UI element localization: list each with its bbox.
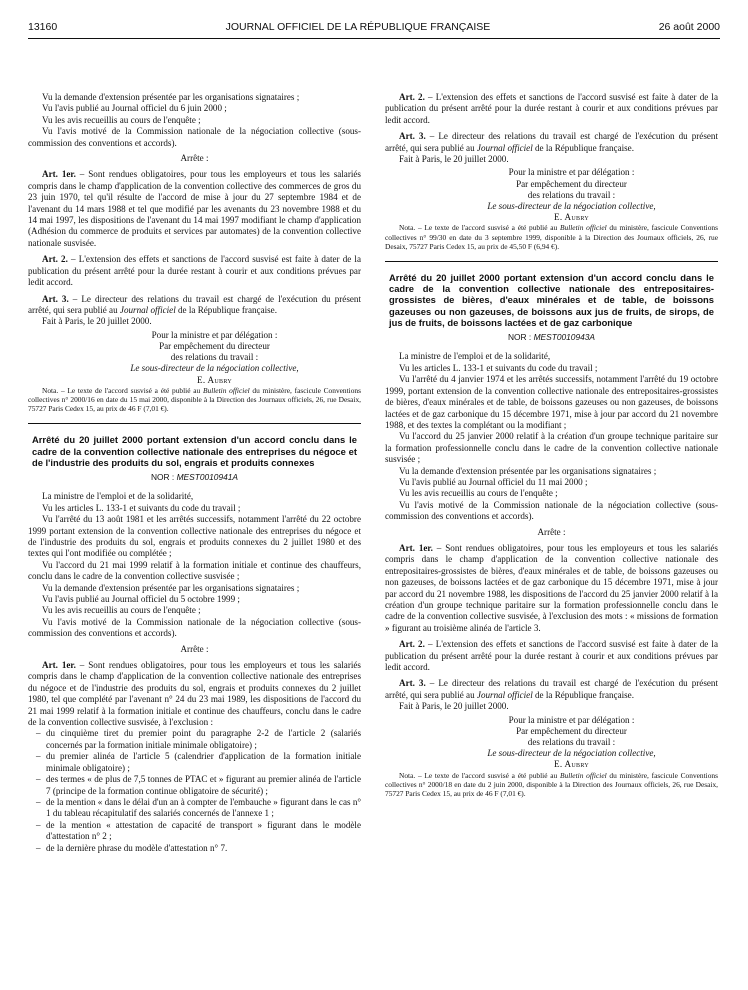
article-3: Art. 3. – Le directeur des relations du travail est chargé de l'exécution du présent arrêté, qui sera publié au Journal officiel de la République française. (28, 293, 361, 315)
section-divider (28, 423, 361, 424)
list-item: – du cinquième tiret du premier point du paragraphe 2-2 de l'article 2 (salariés concernés par la formation initiale minimale obligatoire) ; (46, 728, 361, 751)
right-column (385, 92, 718, 798)
decree-title: Arrêté du 20 juillet 2000 portant extension d'un accord conclu dans le cadre de la convention collective nationale des entreprises du négoce et de l'industrie des produits du sol, engrais et produits connexes (32, 434, 357, 468)
article-text: – L'extension des effets et sanctions de l'accord susvisé est faite à dater de la publication du présent arrêté pour la durée restant à courir et aux conditions prévues par ledit accord. (28, 254, 361, 288)
visa: Vu l'avis motivé de la Commission nationale de la négociation collective (sous-commission des conventions et accords). (28, 616, 361, 639)
article-label: Art. 3. (399, 678, 426, 689)
article-label: Art. 1er. (399, 542, 433, 553)
fait-a-paris: Fait à Paris, le 20 juillet 2000. (399, 154, 509, 165)
issue-date: 26 août 2000 (658, 21, 720, 33)
article-1 (28, 169, 361, 249)
fait-a-paris: Fait à Paris, le 20 juillet 2000. (399, 701, 509, 712)
signature-block: Pour la ministre et par délégation : Par empêchement du directeur des relations du travail : Le sous-directeur de la négociation collective, E. Aubry (425, 715, 718, 771)
visa: Vu la demande d'extension présentée par les organisations signataires ; (42, 92, 300, 102)
visa: Vu l'accord du 25 janvier 2000 relatif à la création d'un groupe technique paritaire sur la formation professionnelle conclu dans le cadre de la convention collective nationale susvisée ; (385, 431, 718, 465)
article-3: Art. 3. – Le directeur des relations du travail est chargé de l'exécution du présent arrêté, qui sera publié au Journal officiel de la République française. (385, 131, 718, 153)
signatory-name: E. Aubry (554, 212, 589, 223)
signatory-role: Le sous-directeur de la négociation collective, (487, 201, 656, 212)
article-text: – Sont rendues obligatoires, pour tous les employeurs et tous les salariés compris dans le champ d'application de la convention collective nationale des entrepositaires-grossistes de bières, d'eaux minérales et de table, de boissons gazeuses ou non gazeuses, de boissons lactées et de gaz carbonique du 15 décembre 1971, mise à jour par accord du 21 novembre 1988, les dispositions de l'accord du 25 janvier 2000 relatif à la création d'un groupe technique paritaire sur la formation professionnelle conclu dans le cadre de la convention collective susvisée, à l'exclusion des mots : « missions de formation » figurant au troisième alinéa de l'article 3. (385, 542, 718, 633)
article-label: Art. 1er. (42, 660, 76, 671)
signature-block: Pour la ministre et par délégation : Par empêchement du directeur des relations du travail : Le sous-directeur de la négociation collective, E. Aubry (425, 167, 718, 223)
article-text: – Sont rendues obligatoires, pour tous les employeurs et tous les salariés compris dans le champ d'application de la convention collective nationale des entreprises du négoce et de l'industrie des produits du sol, engrais et produits connexes du 2 juillet 1980, tel que complété par l'avenant n° 24 du 23 mai 1989, les dispositions de l'accord du 21 mai 1999 relatif à la formation initiale et continue des chauffeurs, conclu dans le cadre de la convention collective susvisée, à l'exclusion : (28, 660, 361, 728)
fait-a-paris: Fait à Paris, le 20 juillet 2000. (42, 316, 152, 327)
section-divider (385, 261, 718, 262)
arrete-heading: Arrête : (180, 643, 209, 654)
visa: Vu la demande d'extension présentée par les organisations signataires ; (399, 465, 657, 476)
signatory-role: Le sous-directeur de la négociation collective, (487, 748, 656, 759)
visa: Vu les avis recueillis au cours de l'enquête ; (42, 114, 201, 125)
nota: Nota. – Le texte de l'accord susvisé a été publié au Bulletin officiel du ministère, fascicule Conventions collectives n° 2000/16 en date du 15 mai 2000, disponible à la Direction des Journaux officiels, 26, rue Desaix, 75727 Paris Cedex 15, au prix de 46 F (7,01 €). (28, 385, 361, 414)
article-text: – Sont rendues obligatoires, pour tous les employeurs et tous les salariés compris dans le champ d'application de la convention collective des commerces de gros du 23 juin 1970, tel qu'il résulte de l'accord de mise à jour du 27 septembre 1984 et de l'avenant du 14 mars 1988 et tel que modifié par les avenants du 23 novembre 1988 et du 14 mai 1997, les dispositions de l'avenant du 14 mai 1997 modifiant le champ d'application (Adhésion du commerce de produits et services par automates) de la convention collective nationale susvisée. (28, 169, 361, 248)
visa: La ministre de l'emploi et de la solidarité, (399, 351, 551, 362)
arrete-heading: Arrête : (537, 526, 566, 537)
nor-reference: NOR : MEST0010943A (507, 332, 596, 343)
article-label: Art. 3. (42, 293, 69, 304)
article-3: Art. 3. – Le directeur des relations du travail est chargé de l'exécution du présent arrêté, qui sera publié au Journal officiel de la République française. (385, 678, 718, 700)
visa: Vu l'arrêté du 13 août 1981 et les arrêtés successifs, notamment l'arrêté du 22 octobre 1999 portant extension de la convention collective nationale des entreprises du négoce et de l'industrie des produits du sol, engrais et produits connexes du 2 juillet 1980 et des textes qui l'ont modifiée ou complétée ; (28, 514, 361, 559)
nor-reference: NOR : MEST0010941A (150, 471, 239, 482)
signatory-role: Le sous-directeur de la négociation collective, (130, 363, 299, 374)
list-item: – du premier alinéa de l'article 5 (calendrier d'application de la formation initiale minimale obligatoire) ; (46, 751, 361, 774)
visa: Vu les articles L. 133-1 et suivants du code du travail ; (42, 502, 241, 513)
nota: Nota. – Le texte de l'accord susvisé a été publié au Bulletin officiel du ministère, fascicule Conventions collectives n° 2000/18 en date du 2 juin 2000, disponible à la Direction des Journaux officiels, 26, rue Desaix, 75727 Paris Cedex 15, au prix de 46 F (7,01 €). (385, 770, 718, 799)
article-2 (385, 92, 718, 126)
list-item: – des termes « de plus de 7,5 tonnes de PTAC et » figurant au premier alinéa de l'article 7 (principe de la formation continue obligatoire de sécurité) ; (46, 774, 361, 797)
article-label: Art. 2. (399, 92, 425, 102)
journal-title: JOURNAL OFFICIEL DE LA RÉPUBLIQUE FRANÇAISE (225, 21, 491, 33)
visa: Vu l'accord du 21 mai 1999 relatif à la formation initiale et continue des chauffeurs, conclu dans le cadre de la convention collective susvisée ; (28, 559, 361, 582)
article-1 (385, 543, 718, 634)
visa: Vu les articles L. 133-1 et suivants du code du travail ; (399, 362, 598, 373)
arrete-heading: Arrête : (180, 153, 209, 164)
decree-title: Arrêté du 20 juillet 2000 portant extension d'un accord conclu dans le cadre de la convention collective nationale des entrepositaires-grossistes de bières, d'eaux minérales et de table, de boissons gazeuses ou non gazeuses, de boissons aux jus de fruits, de sirops, de jus de fruits, de boissons lactées et de gaz carbonique (389, 272, 714, 328)
article-label: Art. 1er. (42, 169, 76, 180)
article-text: – L'extension des effets et sanctions de l'accord susvisé est faite à dater de la publication du présent arrêté pour la durée restant à courir et aux conditions prévues par ledit accord. (385, 92, 718, 125)
page-header (28, 18, 720, 36)
left-column (28, 92, 361, 854)
visa: Vu l'avis publié au Journal officiel du 5 octobre 1999 ; (42, 594, 240, 605)
visa: La ministre de l'emploi et de la solidarité, (42, 491, 194, 502)
article-label: Art. 3. (399, 131, 426, 142)
list-item: – de la mention « attestation de capacité de transport » figurant dans le modèle d'attestation n° 2 ; (46, 820, 361, 843)
signatory-name: E. Aubry (554, 759, 589, 770)
article-text: – L'extension des effets et sanctions de l'accord susvisé est faite à dater de la publication du présent arrêté pour la durée restant à courir et aux conditions prévues par ledit accord. (385, 639, 718, 673)
nota: Nota. – Le texte de l'accord susvisé a été publié au Bulletin officiel du ministère, fascicule Conventions collectives n° 99/30 en date du 3 septembre 1999, disponible à la Direction des Journaux officiels, 26, rue Desaix, 75727 Paris Cedex 15, au prix de 45,50 F (6,94 €). (385, 223, 718, 251)
visa: Vu l'avis motivé de la Commission nationale de la négociation collective (sous-commission des conventions et accords). (28, 126, 361, 148)
signatory-name: E. Aubry (197, 374, 232, 385)
visa: Vu l'avis publié au Journal officiel du 11 mai 2000 ; (399, 476, 588, 487)
article-2 (28, 254, 361, 288)
signature-block: Pour la ministre et par délégation : Par empêchement du directeur des relations du travail : Le sous-directeur de la négociation collective, E. Aubry (68, 330, 361, 386)
list-item: – de la mention « dans le délai d'un an à compter de l'embauche » figurant dans le cas n° 1 du tableau récapitulatif des salariés concernés de l'annexe 1 ; (46, 797, 361, 820)
visa: Vu l'arrêté du 4 janvier 1974 et les arrêtés successifs, notamment l'arrêté du 19 octobre 1999, portant extension de la convention collective nationale des entrepositaires-grossistes de bières, d'eaux minérales et de table, de boissons gazeuses ou non gazeuses, de boissons lactées et de gaz carbonique du 15 décembre 1971, mise à jour par accord du 21 novembre 1988, et des textes la complétant ou la modifiant ; (385, 374, 718, 430)
visa: Vu les avis recueillis au cours de l'enquête ; (42, 605, 201, 616)
visa: Vu l'avis publié au Journal officiel du 6 juin 2000 ; (42, 103, 227, 114)
article-2 (385, 639, 718, 673)
page-number: 13160 (28, 21, 58, 33)
visa: Vu la demande d'extension présentée par les organisations signataires ; (42, 582, 300, 593)
article-label: Art. 2. (399, 639, 425, 650)
header-rule (28, 38, 720, 39)
visa: Vu l'avis motivé de la Commission nationale de la négociation collective (sous-commission des conventions et accords). (385, 499, 718, 522)
list-item: – de la dernière phrase du modèle d'attestation n° 7. (46, 843, 361, 854)
article-label: Art. 2. (42, 254, 68, 265)
exclusion-list (28, 728, 361, 853)
article-1 (28, 660, 361, 728)
visa: Vu les avis recueillis au cours de l'enquête ; (399, 488, 558, 499)
